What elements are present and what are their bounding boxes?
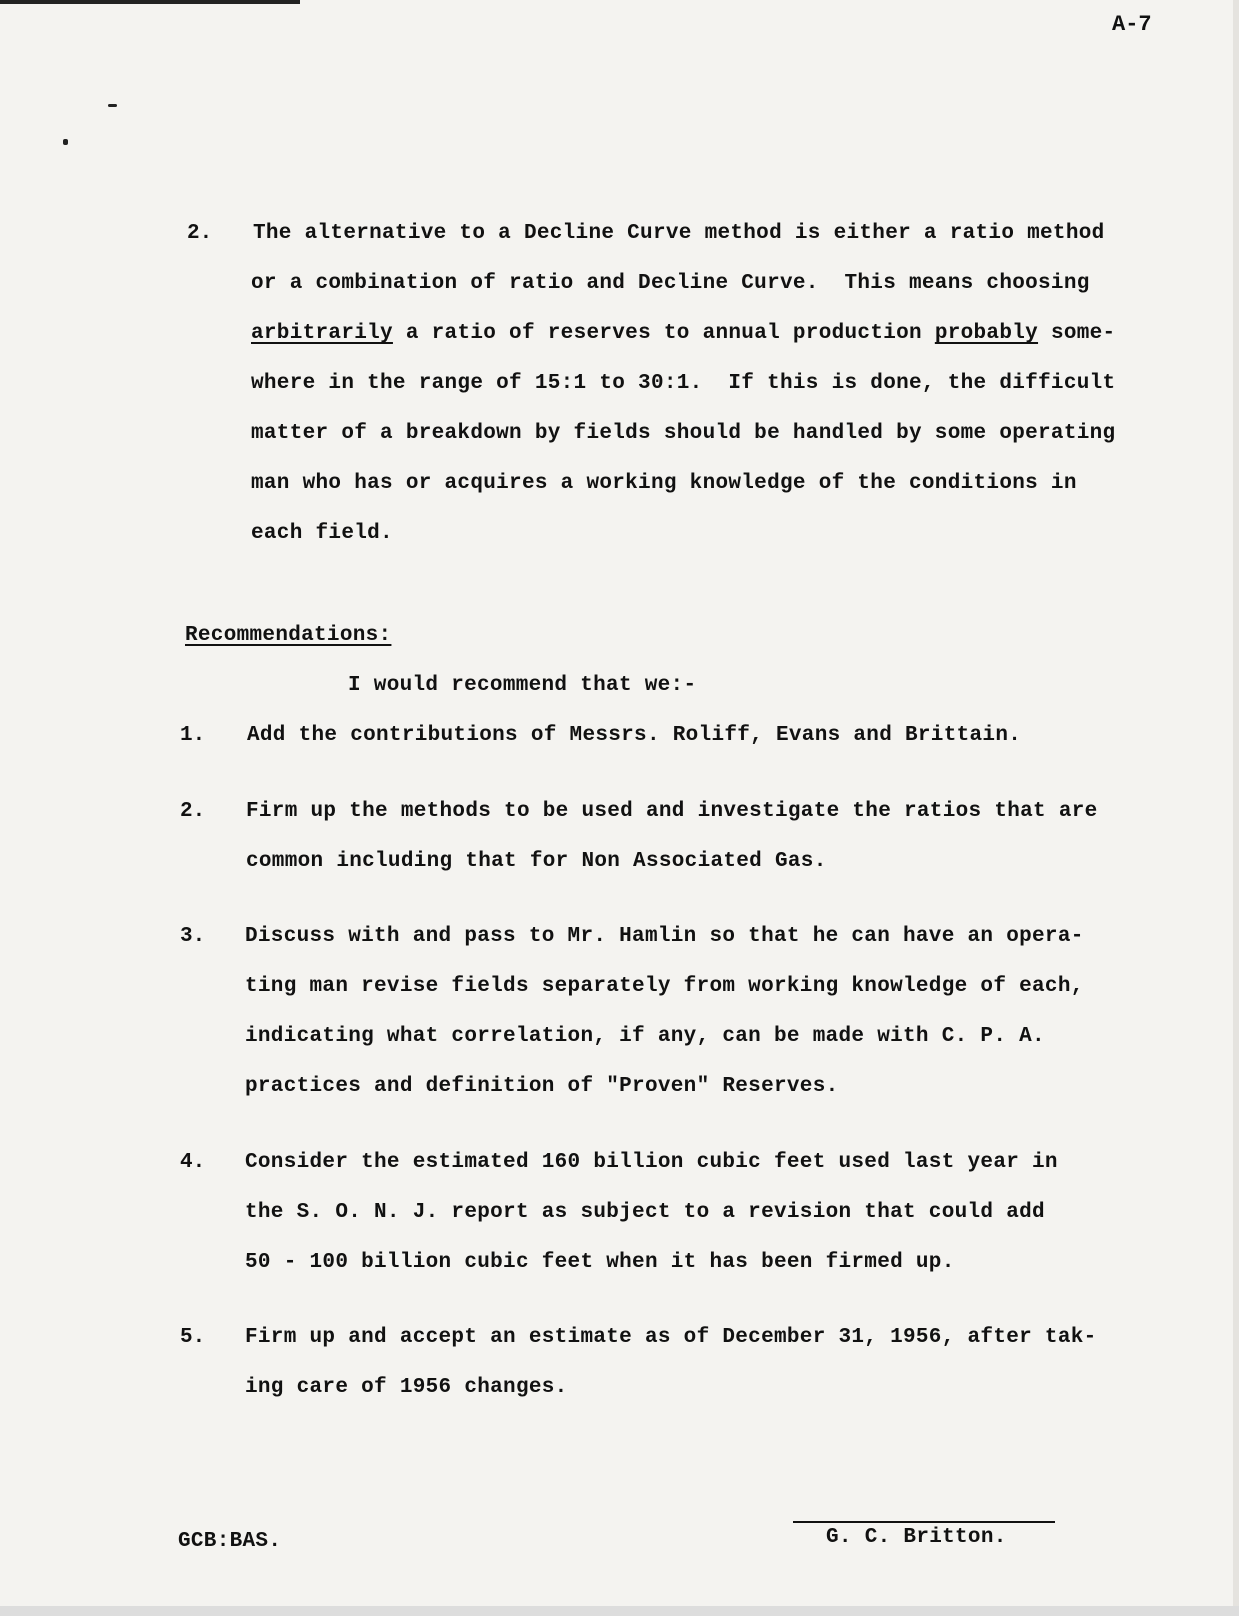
signature-name: G. C. Britton. [826, 1526, 1007, 1549]
item-line: Discuss with and pass to Mr. Hamlin so that he can have an opera- [245, 925, 1084, 948]
item-line: ing care of 1956 changes. [245, 1376, 568, 1399]
underlined-word: arbitrarily [251, 322, 393, 345]
item-line: practices and definition of "Proven" Reserves. [245, 1075, 839, 1098]
paragraph-line: man who has or acquires a working knowledge of the conditions in [251, 472, 1077, 495]
item-number: 3. [180, 925, 206, 948]
intro-line: I would recommend that we:- [348, 674, 697, 697]
item-line: Consider the estimated 160 billion cubic feet used last year in [245, 1151, 1058, 1174]
item-number: 4. [180, 1151, 206, 1174]
scan-speck [63, 139, 68, 145]
item-line: the S. O. N. J. report as subject to a revision that could add [245, 1201, 1045, 1224]
item-number: 2. [180, 800, 206, 823]
scan-edge-right [1233, 0, 1239, 1616]
paragraph-line: The alternative to a Decline Curve method is either a ratio method [253, 222, 1105, 245]
signature-line [793, 1521, 1055, 1523]
scan-edge-top [0, 0, 300, 4]
item-line: 50 - 100 billion cubic feet when it has been firmed up. [245, 1251, 955, 1274]
initials: GCB:BAS. [178, 1530, 282, 1553]
item-line: indicating what correlation, if any, can be made with C. P. A. [245, 1025, 1045, 1048]
item-line: ting man revise fields separately from working knowledge of each, [245, 975, 1084, 998]
paragraph-line: arbitrarily a ratio of reserves to annual production probably some- [251, 322, 1116, 345]
paragraph-line: where in the range of 15:1 to 30:1. If this is done, the difficult [251, 372, 1116, 395]
item-line: Firm up the methods to be used and investigate the ratios that are [246, 800, 1098, 823]
item-line: common including that for Non Associated Gas. [246, 850, 827, 873]
item-number: 2. [187, 222, 213, 245]
item-number: 1. [180, 724, 206, 747]
item-line: Add the contributions of Messrs. Roliff, Evans and Brittain. [247, 724, 1022, 747]
page-number: A-7 [1112, 12, 1152, 37]
item-line: Firm up and accept an estimate as of December 31, 1956, after tak- [245, 1326, 1097, 1349]
scan-speck [108, 104, 117, 107]
scan-edge-bottom [0, 1606, 1239, 1616]
item-number: 5. [180, 1326, 206, 1349]
section-heading: Recommendations: [185, 624, 392, 647]
paragraph-line: matter of a breakdown by fields should be handled by some operating [251, 422, 1116, 445]
underlined-word: probably [934, 322, 1039, 345]
paragraph-line: each field. [251, 522, 393, 545]
paragraph-line: or a combination of ratio and Decline Curve. This means choosing [251, 272, 1090, 295]
